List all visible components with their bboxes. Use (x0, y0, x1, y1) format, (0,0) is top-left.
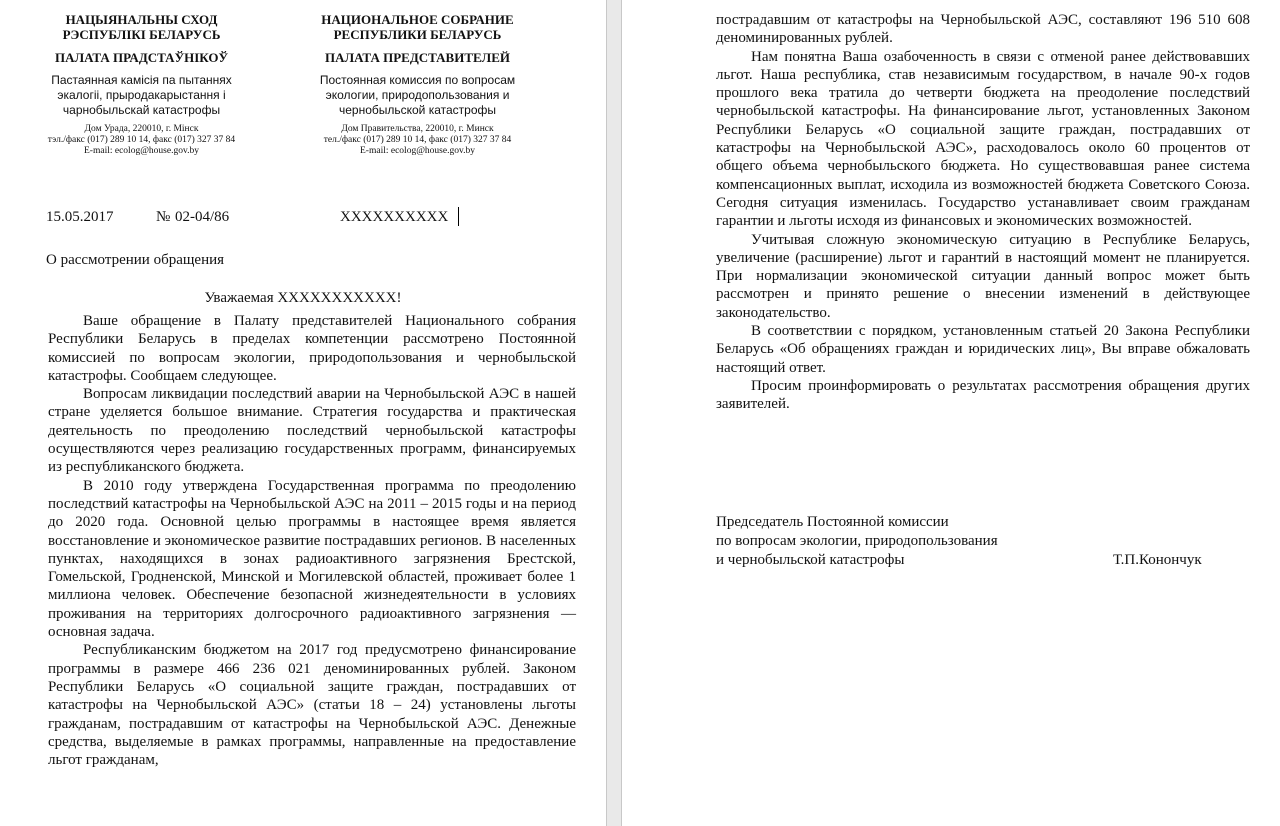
paragraph: Просим проинформировать о результатах рассмотрения обращения других заявителей. (716, 377, 1250, 413)
address-by: Дом Урада, 220010, г. Мінск (84, 124, 199, 134)
phone-by: тэл./факс (017) 289 10 14, факс (017) 327 37 84 (47, 135, 236, 145)
commission-ru-line1: Постоянная комиссия по вопросам (319, 73, 516, 87)
paragraph-continuation: пострадавшим от катастрофы на Чернобыльской АЭС, составляют 196 510 608 деноминированных рублей. (716, 12, 1250, 47)
letter-number: 02-04/86 (175, 209, 230, 225)
paragraph: Нам понятна Ваша озабоченность в связи с отменой ранее действовавших льгот. Наша республика, став независимым государством, в начале 90-х годов прошлого века тратила до четверти бюджета на преодоление последствий чернобыльской катастрофы. На финансирование льгот, установленных Законом Республики Беларусь «О социальной защите граждан, пострадавших от катастрофы на Чернобыльской АЭС», расходовалось около 60 процентов от общего объема чернобыльского бюджета. Но существовавшая ранее система компенсационных выплат, исходила из возможностей бюджета Советского Союза. Сегодня ситуация изменилась. Государство устанавливает своим гражданам гарантии и льготы исходя из финансовых и экономических возможностей. (716, 48, 1250, 230)
paragraph: В соответствии с порядком, установленным статьей 20 Закона Республики Беларусь «Об обращениях граждан и юридических лиц», Вы вправе обжаловать настоящий ответ. (716, 323, 1250, 376)
org-name-by-line1: НАЦЫЯНАЛЬНЫ СХОД (65, 12, 218, 27)
signer-title-line2: по вопросам экологии, природопользования (716, 533, 998, 549)
chamber-name-ru: ПАЛАТА ПРЕДСТАВИТЕЛЕЙ (325, 50, 510, 65)
org-name-by-line2: РЭСПУБЛІКІ БЕЛАРУСЬ (62, 27, 221, 42)
recipient-name[interactable]: XXXXXXXXXX (340, 209, 449, 225)
letter-date: 15.05.2017 (46, 209, 114, 225)
letter-number-sign: № (156, 209, 171, 225)
paragraph: В 2010 году утверждена Государственная программа по преодолению последствий катастрофы на Чернобыльской АЭС на 2011 – 2015 годы и на период до 2020 года. Основной целью программы в настоящее время является восстановление и экономическое развитие пострадавших регионов. В населенных пунктах, находящихся в зонах радиоактивного загрязнения Брестской, Гомельской, Гродненской, Минской и Могилевской областей, проживает более 1 миллиона человек. Обеспечение безопасной жизнедеятельности в условиях проживания на территориях долгосрочного радиоактивного загрязнения — основная задача. (48, 477, 576, 641)
commission-by-line1: Пастаянная камісія па пытаннях (51, 73, 232, 87)
org-name-ru-line1: НАЦИОНАЛЬНОЕ СОБРАНИЕ (321, 12, 514, 27)
signer-title-line1: Председатель Постоянной комиссии (716, 514, 949, 530)
letterhead-russian (290, 12, 545, 157)
signer-name: Т.П.Конончук (1113, 552, 1202, 568)
text-cursor (458, 207, 459, 226)
commission-ru-line2: экологии, природопользования и (325, 88, 510, 102)
salutation: Уважаемая XXXXXXXXXXX! (204, 290, 402, 306)
page-separator (606, 0, 622, 826)
chamber-name-by: ПАЛАТА ПРАДСТАЎНІКОЎ (54, 50, 229, 65)
paragraph: Ваше обращение в Палату представителей Национального собрания Республики Беларусь в пределах компетенции рассмотрено Постоянной комиссией по вопросам экологии, природопользования и чернобыльской катастрофы. Сообщаем следующее. (48, 313, 576, 384)
commission-by-line3: чарнобыльскай катастрофы (62, 103, 221, 117)
email-ru: E-mail: ecolog@house.gov.by (360, 146, 475, 156)
address-ru: Дом Правительства, 220010, г. Минск (341, 124, 494, 134)
phone-ru: тел./факс (017) 289 10 14, факс (017) 327 37 84 (323, 135, 512, 145)
signer-title-line3: и чернобыльской катастрофы (716, 552, 905, 568)
letter-body-page2[interactable] (716, 11, 1250, 414)
email-by: E-mail: ecolog@house.gov.by (84, 146, 199, 156)
document-page-1 (0, 0, 606, 826)
commission-by-line2: экалогіі, прыродакарыстання і (57, 88, 226, 102)
paragraph: Вопросам ликвидации последствий аварии на Чернобыльской АЭС в нашей стране уделяется большое внимание. Стратегия государства и практическая деятельность по преодолению последствий чернобыльской катастрофы осуществляются через реализацию государственных программ, финансируемых из республиканского бюджета. (48, 386, 576, 476)
letterhead-belarusian (14, 12, 269, 157)
paragraph: Республиканским бюджетом на 2017 год предусмотрено финансирование программы в размере 466 236 021 деноминированных рублей. Законом Республики Беларусь «О социальной защите граждан, пострадавших от катастрофы на Чернобыльской АЭС» (статьи 18 – 24) установлены льготы гражданам, пострадавшим от катастрофы на Чернобыльской АЭС. Денежные средства, выделяемые в рамках программы, направленные на предоставление льгот гражданам, (48, 642, 576, 769)
org-name-ru-line2: РЕСПУБЛИКИ БЕЛАРУСЬ (333, 27, 502, 42)
letter-subject: О рассмотрении обращения (46, 252, 225, 268)
letter-body-page1[interactable] (48, 312, 576, 769)
paragraph: Учитывая сложную экономическую ситуацию в Республике Беларусь, увеличение (расширение) льгот и гарантий в настоящий момент не планируется. При нормализации экономической ситуации данный вопрос может быть рассмотрен и принято решение о внесении изменений в действующее законодательство. (716, 231, 1250, 321)
commission-ru-line3: чернобыльской катастрофы (338, 103, 497, 117)
